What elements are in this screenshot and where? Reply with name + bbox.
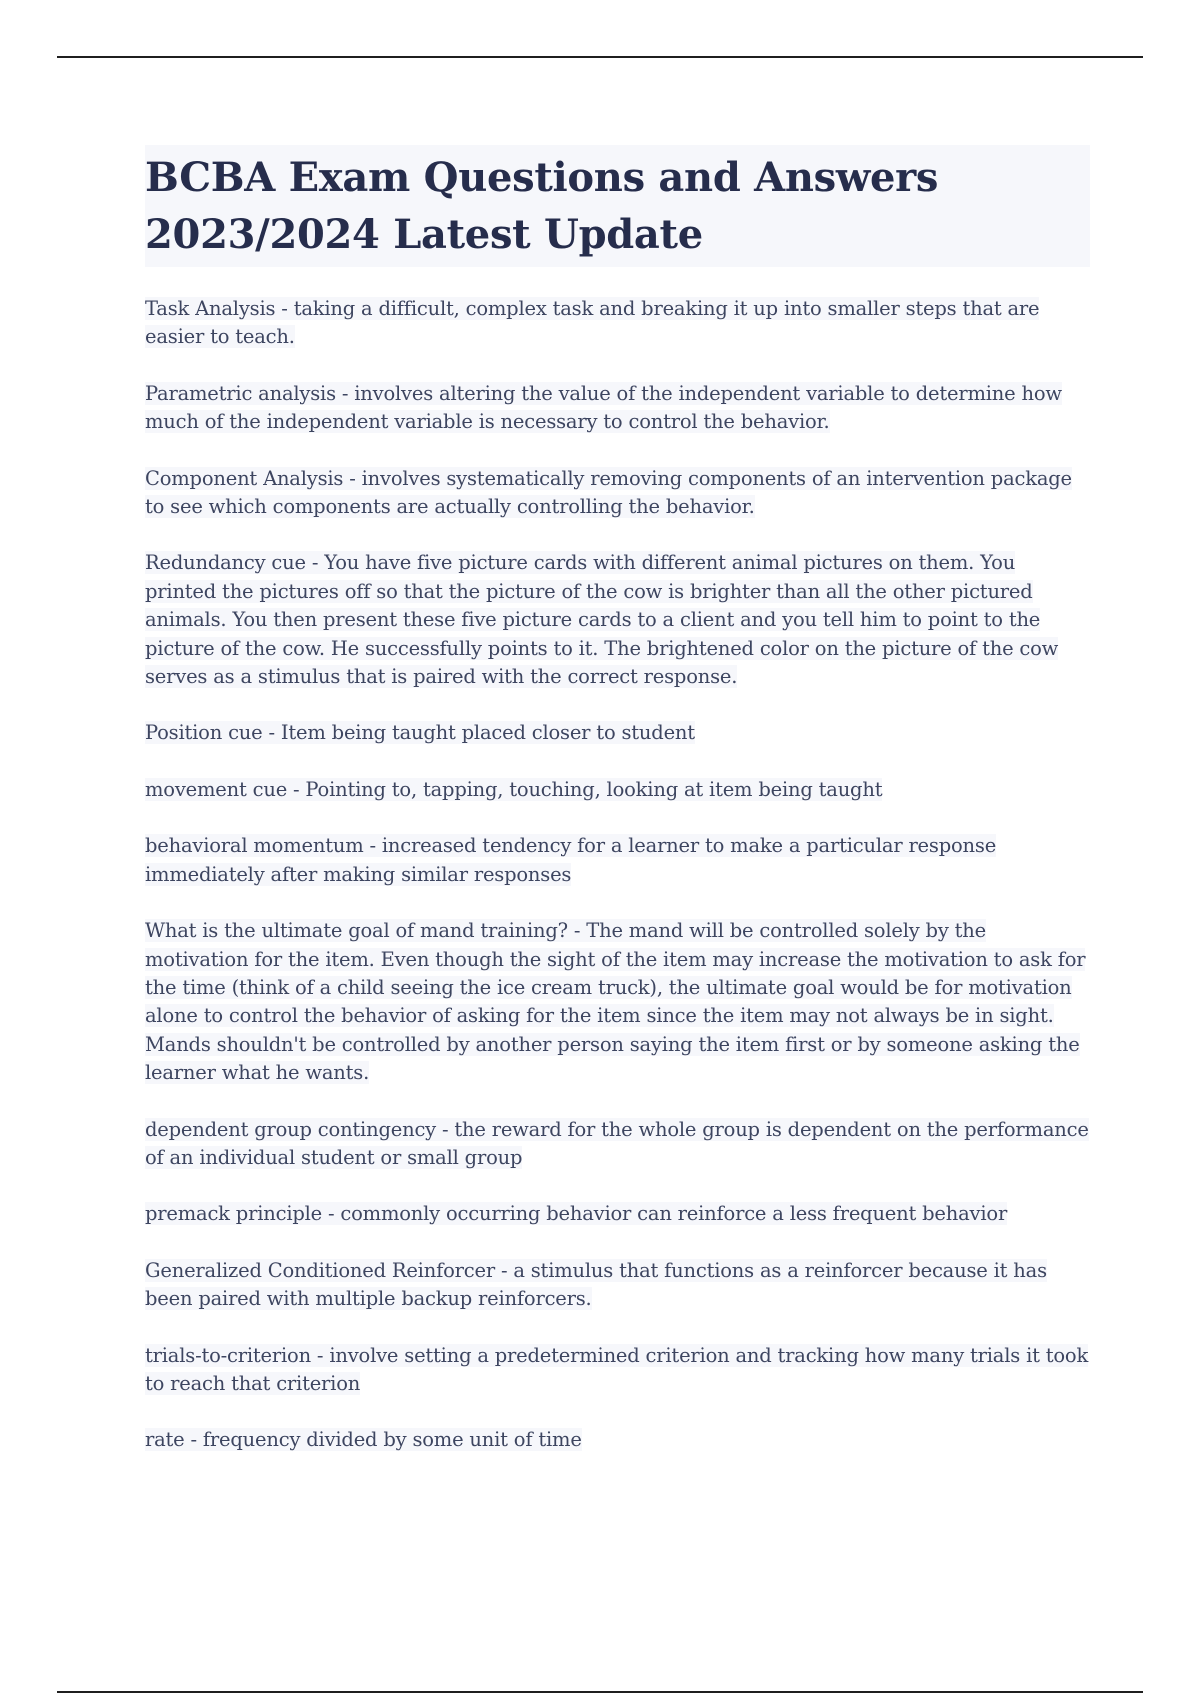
- title-block: [145, 145, 1090, 267]
- document-body: [145, 145, 1090, 1483]
- document-title: [145, 149, 1090, 263]
- qa-text: behavioral momentum - increased tendency for a learner to make a particular response immediately after making similar responses: [145, 834, 997, 886]
- qa-entry: [145, 776, 1090, 804]
- qa-text: Generalized Conditioned Reinforcer - a stimulus that functions as a reinforcer because it has been paired with multiple backup reinforcers.: [145, 1258, 1047, 1311]
- qa-entry: [145, 832, 1090, 889]
- qa-entry: [145, 1116, 1090, 1173]
- qa-entry: [145, 1426, 1090, 1454]
- qa-text: movement cue - Pointing to, tapping, touching, looking at item being taught: [145, 777, 883, 801]
- qa-entry: [145, 549, 1090, 691]
- qa-text: premack principle - commonly occurring behavior can reinforce a less frequent behavior: [145, 1202, 1008, 1226]
- qa-list: [145, 295, 1090, 1455]
- qa-text: Position cue - Item being taught placed closer to student: [145, 721, 695, 745]
- qa-entry: [145, 465, 1090, 522]
- qa-text: Component Analysis - involves systematically removing components of an intervention package to see which components are actually controlling the behavior.: [145, 466, 1072, 519]
- qa-text: Task Analysis - taking a difficult, complex task and breaking it up into smaller steps that are easier to teach.: [145, 297, 1040, 349]
- title-line-2: 2023/2024 Latest Update: [145, 211, 703, 258]
- qa-entry: [145, 380, 1090, 437]
- qa-entry: [145, 719, 1090, 747]
- qa-text: Redundancy cue - You have five picture cards with different animal pictures on them. You printed the pictures off so that the picture of the cow is brighter than all the other pictured animals. You then present these five picture cards to a client and you tell him to point to the picture of the cow. He successfully points to it. The brightened color on the picture of the cow serves as a stimulus that is paired with the correct response.: [145, 551, 1059, 689]
- qa-text: Parametric analysis - involves altering the value of the independent variable to determine how much of the independent variable is necessary to control the behavior.: [145, 381, 1062, 434]
- bottom-rule: [57, 1691, 1143, 1693]
- qa-entry: [145, 1342, 1090, 1399]
- top-rule: [57, 56, 1143, 58]
- qa-text: dependent group contingency - the reward for the whole group is dependent on the performance of an individual student or small group: [145, 1117, 1089, 1169]
- qa-entry: [145, 917, 1090, 1087]
- title-line-1: BCBA Exam Questions and Answers: [145, 154, 939, 201]
- qa-entry: [145, 1257, 1090, 1314]
- qa-entry: [145, 1200, 1090, 1228]
- qa-entry: [145, 295, 1090, 352]
- qa-text: rate - frequency divided by some unit of time: [145, 1428, 582, 1452]
- qa-text: What is the ultimate goal of mand training? - The mand will be controlled solely by the motivation for the item. Even though the sight of the item may increase the motivation to ask for the time (think of a child seeing the ice cream truck), the ultimate goal would be for motivation alone to control the behavior of asking for the item since the item may not always be in sight. Mands shouldn't be controlled by another person saying the item first or by someone asking the learner what he wants.: [145, 919, 1086, 1085]
- qa-text: trials-to-criterion - involve setting a predetermined criterion and tracking how many trials it took to reach that criterion: [145, 1343, 1089, 1395]
